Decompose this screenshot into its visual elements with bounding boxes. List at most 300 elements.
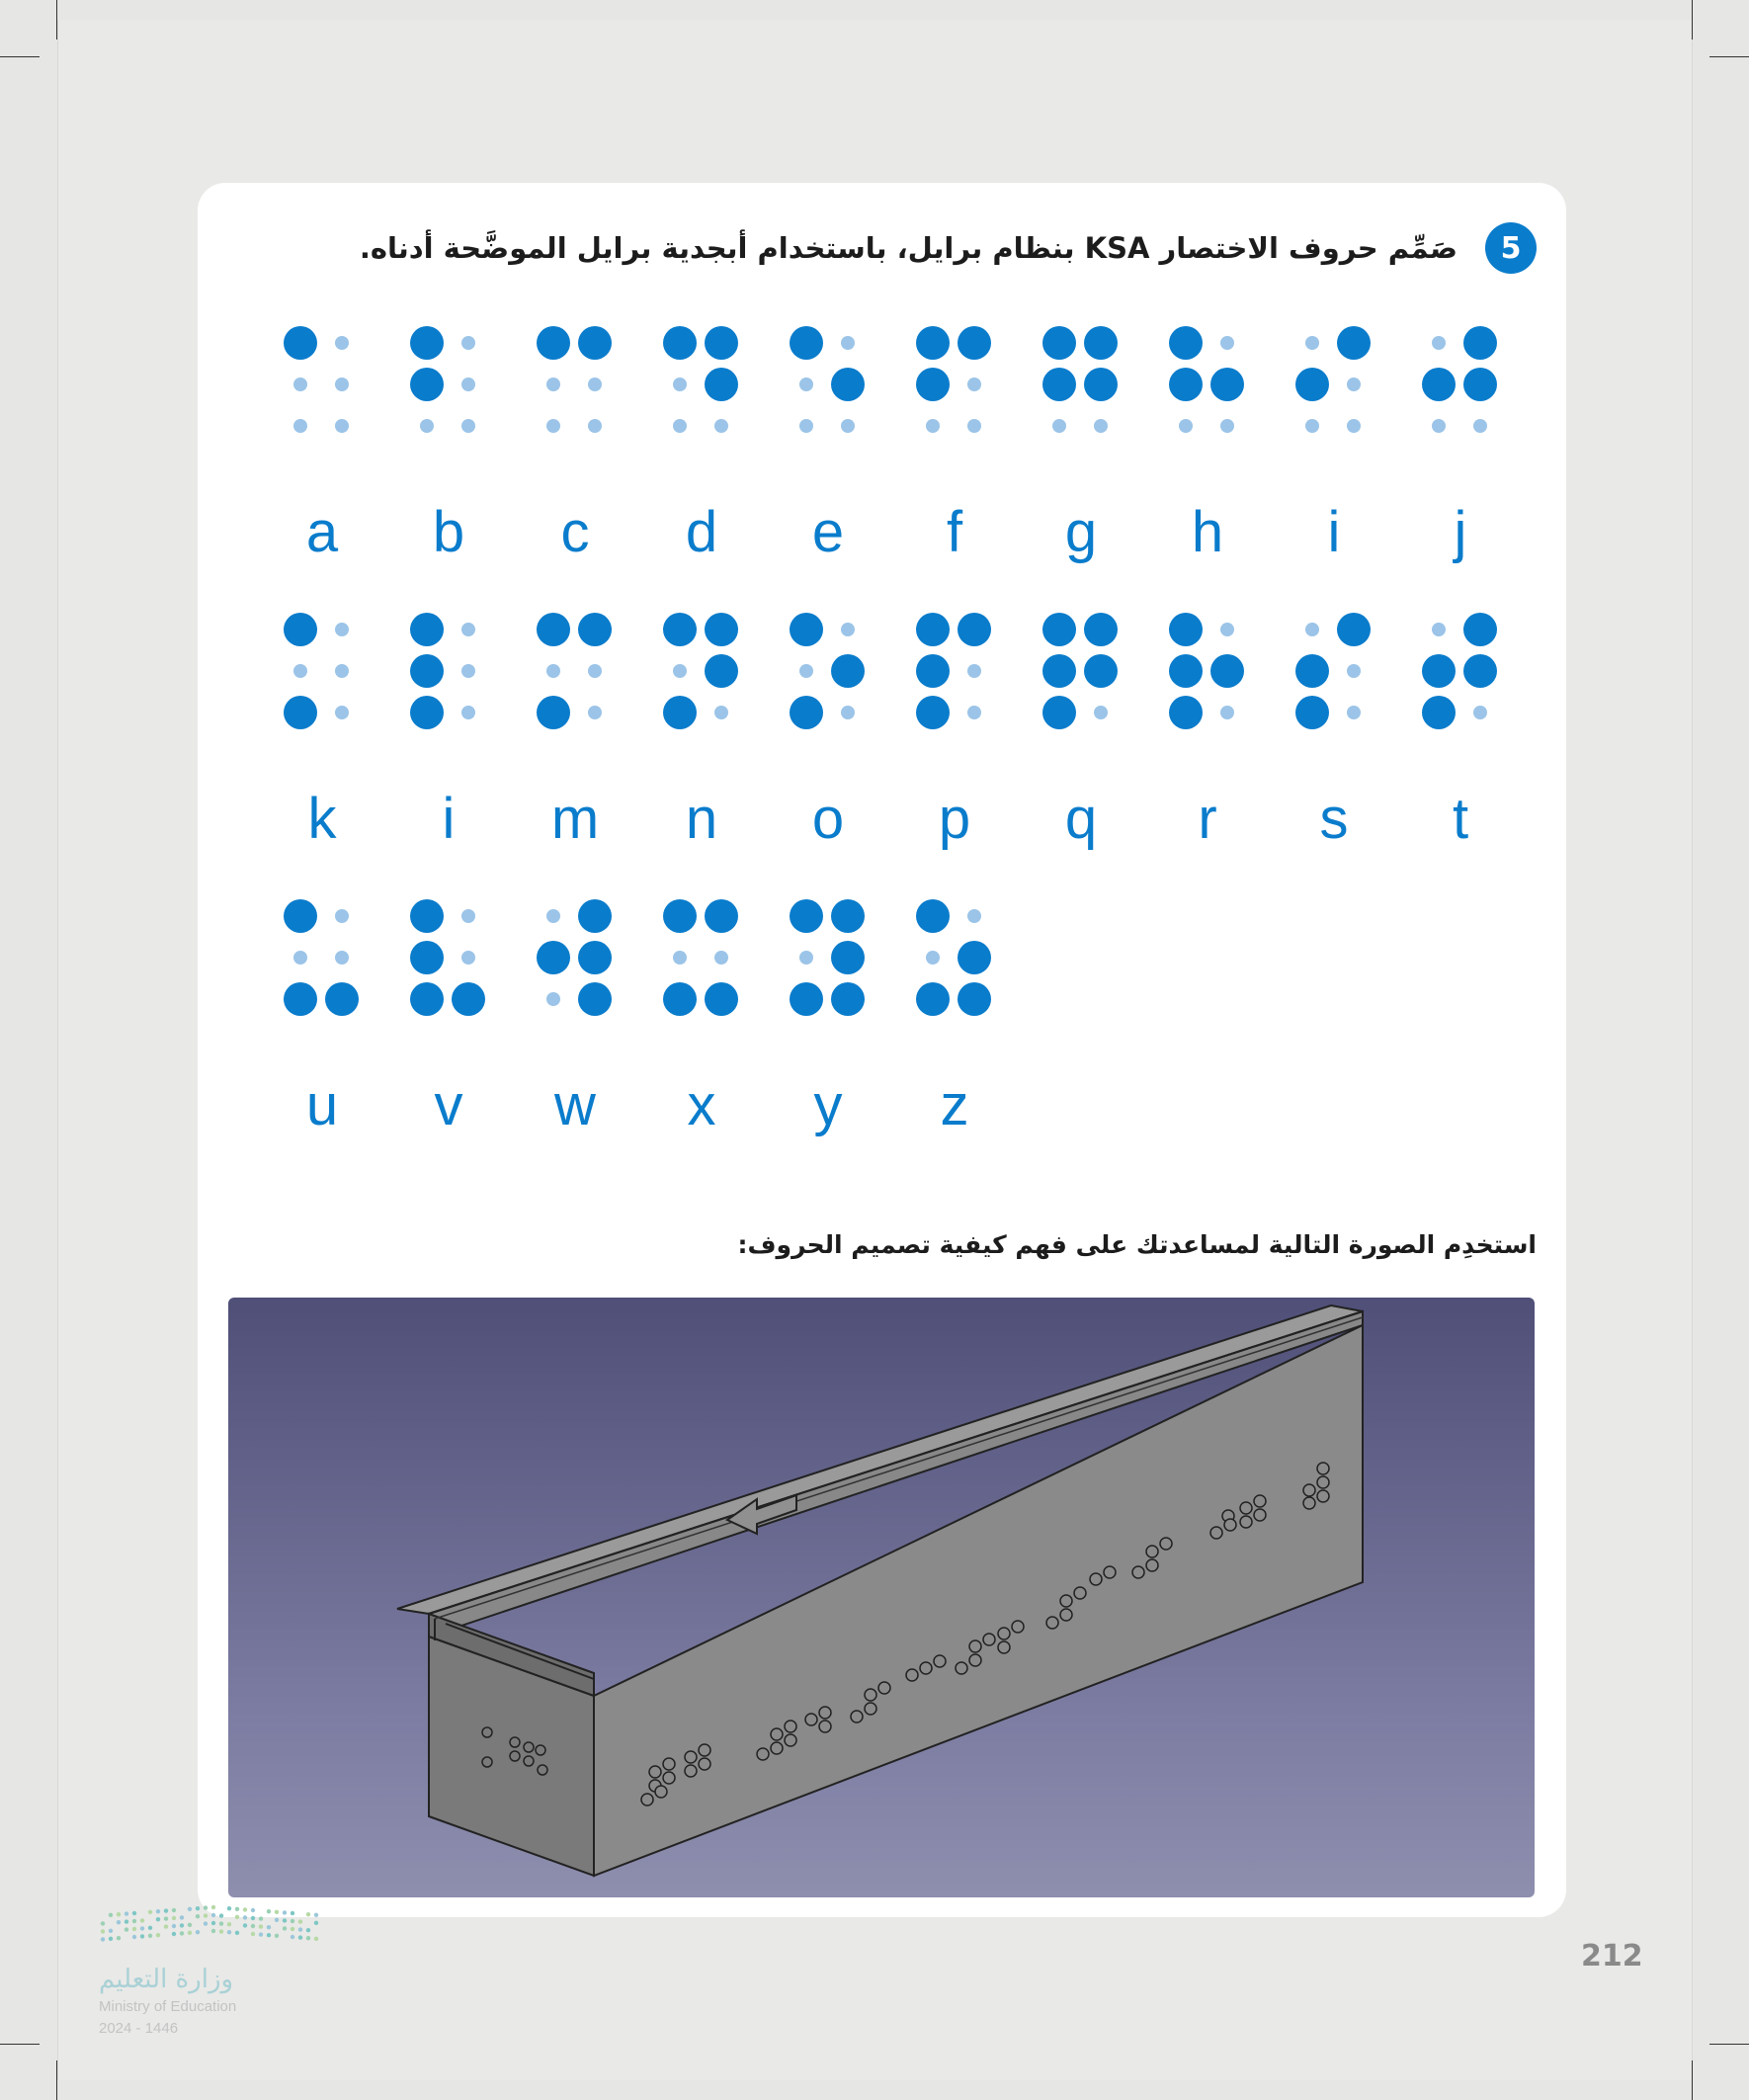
logo-dot	[140, 1934, 144, 1938]
braille-cell	[1302, 326, 1381, 435]
braille-dot-flat	[1347, 378, 1361, 391]
braille-dot-flat	[461, 378, 475, 391]
braille-dot-flat	[714, 706, 728, 719]
logo-dot	[298, 1935, 302, 1939]
braille-dot-raised	[1337, 326, 1371, 360]
braille-dot-raised	[790, 982, 823, 1016]
braille-dot-raised	[1210, 654, 1244, 688]
braille-dot-raised	[831, 982, 865, 1016]
logo-dot	[283, 1918, 287, 1922]
braille-dot-flat	[335, 419, 349, 433]
braille-dot-flat	[967, 378, 981, 391]
braille-dot-flat	[335, 909, 349, 923]
logo-dot	[219, 1921, 223, 1925]
braille-dot-flat	[967, 706, 981, 719]
logo-dot	[227, 1906, 231, 1910]
braille-dot-raised	[1210, 368, 1244, 401]
cad-model-image	[228, 1298, 1535, 1897]
braille-dot-raised	[1084, 654, 1118, 688]
crop-mark	[56, 0, 57, 40]
logo-dot	[219, 1913, 223, 1917]
logo-dot	[259, 1916, 263, 1920]
braille-dot-raised	[831, 368, 865, 401]
braille-dot-raised	[410, 654, 444, 688]
braille-dot-raised	[916, 899, 950, 933]
braille-dot-raised	[1169, 613, 1203, 646]
logo-dot	[275, 1910, 279, 1914]
braille-dot-flat	[1220, 419, 1234, 433]
braille-dot-raised	[790, 613, 823, 646]
question-number-badge: 5	[1485, 222, 1537, 274]
logo-dot	[275, 1934, 279, 1938]
logo-dot	[314, 1921, 318, 1925]
braille-dot-flat	[1220, 623, 1234, 636]
braille-dot-flat	[1052, 419, 1066, 433]
logo-dot	[140, 1918, 144, 1922]
braille-dot-raised	[1169, 368, 1203, 401]
braille-dot-flat	[546, 664, 560, 678]
logo-dot	[148, 1910, 152, 1914]
logo-dot	[259, 1932, 263, 1936]
logo-dot	[235, 1931, 239, 1935]
braille-dot-raised	[284, 613, 317, 646]
braille-dot-flat	[588, 664, 602, 678]
braille-dot-raised	[578, 326, 612, 360]
braille-dot-flat	[1473, 706, 1487, 719]
braille-dot-flat	[673, 664, 687, 678]
braille-dot-flat	[1094, 706, 1108, 719]
braille-dot-raised	[1084, 613, 1118, 646]
braille-dot-raised	[1295, 696, 1329, 729]
braille-cell	[1302, 613, 1381, 721]
braille-cell	[291, 899, 370, 1008]
braille-dot-flat	[1220, 336, 1234, 350]
braille-dot-raised	[958, 326, 991, 360]
logo-dot	[251, 1932, 255, 1936]
braille-dot-raised	[663, 982, 697, 1016]
braille-dot-flat	[841, 336, 855, 350]
logo-dot	[125, 1911, 128, 1915]
braille-dot-raised	[916, 654, 950, 688]
logo-dot	[180, 1931, 184, 1935]
logo-dot	[211, 1905, 215, 1909]
braille-letter-label: u	[305, 1073, 339, 1137]
logo-dot	[125, 1927, 128, 1931]
braille-dot-flat	[799, 664, 813, 678]
braille-dot-raised	[916, 982, 950, 1016]
page-number: 212	[1581, 1939, 1643, 1974]
braille-cell	[670, 326, 749, 435]
braille-dot-flat	[546, 992, 560, 1006]
logo-dot	[251, 1908, 255, 1912]
braille-dot-flat	[1432, 336, 1446, 350]
logo-dot	[306, 1928, 310, 1932]
logo-dot	[211, 1913, 215, 1917]
braille-letter-label: f	[946, 500, 963, 564]
logo-dot	[109, 1913, 113, 1917]
braille-dot-flat	[1347, 664, 1361, 678]
braille-dot-raised	[284, 326, 317, 360]
braille-dot-raised	[537, 613, 570, 646]
braille-dot-flat	[1305, 623, 1319, 636]
braille-dot-flat	[335, 336, 349, 350]
braille-cell	[417, 326, 496, 435]
braille-dot-flat	[673, 419, 687, 433]
braille-cell	[291, 613, 370, 721]
braille-cell	[1429, 326, 1508, 435]
braille-dot-flat	[1305, 419, 1319, 433]
braille-dot-flat	[1220, 706, 1234, 719]
braille-dot-raised	[916, 326, 950, 360]
braille-cell	[417, 899, 496, 1008]
braille-dot-raised	[831, 899, 865, 933]
logo-dot	[314, 1913, 318, 1917]
braille-letter-label: g	[1064, 500, 1098, 564]
braille-letter-label: n	[685, 787, 718, 851]
braille-dot-raised	[1463, 654, 1497, 688]
braille-dot-raised	[705, 899, 738, 933]
braille-dot-raised	[284, 899, 317, 933]
logo-dot	[117, 1912, 121, 1916]
braille-cell	[291, 326, 370, 435]
logo-dot	[164, 1924, 168, 1928]
crop-mark	[1709, 2044, 1749, 2045]
braille-bar-3d-model	[228, 1298, 1535, 1897]
braille-cell	[1049, 326, 1128, 435]
ministry-logo-dots	[99, 1897, 326, 1957]
braille-dot-raised	[958, 613, 991, 646]
logo-dot	[298, 1919, 302, 1923]
instruction-text: استخدِم الصورة التالية لمساعدتك على فهم كيفية تصميم الحروف:	[737, 1230, 1537, 1259]
logo-dot	[188, 1931, 192, 1935]
braille-dot-raised	[1042, 696, 1076, 729]
braille-dot-flat	[461, 336, 475, 350]
logo-dot	[283, 1910, 287, 1914]
braille-dot-flat	[461, 909, 475, 923]
logo-dot	[259, 1924, 263, 1928]
braille-dot-flat	[588, 419, 602, 433]
braille-dot-flat	[461, 664, 475, 678]
braille-cell	[543, 326, 623, 435]
braille-dot-flat	[799, 378, 813, 391]
braille-dot-raised	[1169, 696, 1203, 729]
logo-dot	[196, 1914, 200, 1918]
braille-dot-flat	[926, 951, 940, 965]
braille-dot-raised	[831, 941, 865, 974]
logo-dot	[172, 1908, 176, 1912]
braille-cell	[417, 613, 496, 721]
braille-dot-flat	[1432, 419, 1446, 433]
braille-dot-raised	[705, 613, 738, 646]
logo-dot	[117, 1920, 121, 1924]
logo-dot	[227, 1922, 231, 1926]
braille-dot-raised	[1084, 368, 1118, 401]
logo-dot	[132, 1911, 136, 1915]
braille-cell	[1049, 613, 1128, 721]
logo-dot	[172, 1924, 176, 1928]
logo-dot	[291, 1935, 294, 1939]
braille-dot-raised	[790, 326, 823, 360]
braille-dot-raised	[790, 696, 823, 729]
braille-dot-raised	[831, 654, 865, 688]
braille-dot-flat	[293, 951, 307, 965]
logo-dot	[148, 1926, 152, 1930]
braille-dot-raised	[958, 982, 991, 1016]
braille-dot-raised	[410, 899, 444, 933]
logo-dot	[227, 1930, 231, 1934]
logo-dot	[251, 1916, 255, 1920]
braille-letter-label: b	[432, 500, 465, 564]
logo-dot	[283, 1926, 287, 1930]
logo-dot	[235, 1915, 239, 1919]
braille-dot-flat	[546, 419, 560, 433]
braille-dot-raised	[410, 696, 444, 729]
logo-dot	[243, 1907, 247, 1911]
braille-dot-flat	[293, 378, 307, 391]
logo-dot	[132, 1935, 136, 1939]
crop-mark	[0, 2044, 40, 2045]
braille-dot-raised	[1463, 326, 1497, 360]
braille-dot-raised	[578, 982, 612, 1016]
braille-dot-raised	[705, 982, 738, 1016]
logo-dot	[298, 1927, 302, 1931]
logo-dot	[188, 1907, 192, 1911]
braille-dot-raised	[1084, 326, 1118, 360]
braille-dot-raised	[537, 326, 570, 360]
logo-dot	[211, 1921, 215, 1925]
braille-dot-raised	[325, 982, 359, 1016]
braille-letter-label: v	[434, 1073, 463, 1137]
braille-dot-flat	[1347, 706, 1361, 719]
logo-dot	[291, 1911, 294, 1915]
braille-letter-label: r	[1198, 787, 1217, 851]
logo-dot	[243, 1923, 247, 1927]
braille-dot-raised	[1042, 613, 1076, 646]
braille-dot-raised	[1463, 613, 1497, 646]
braille-dot-raised	[1295, 368, 1329, 401]
logo-dot	[291, 1927, 294, 1931]
braille-cell	[1429, 613, 1508, 721]
braille-dot-raised	[790, 899, 823, 933]
braille-dot-raised	[410, 982, 444, 1016]
braille-dot-raised	[410, 613, 444, 646]
logo-dot	[196, 1930, 200, 1934]
logo-dot	[219, 1929, 223, 1933]
logo-dot	[306, 1912, 310, 1916]
question-header	[360, 218, 1537, 278]
logo-dot	[117, 1936, 121, 1940]
braille-dot-flat	[1473, 419, 1487, 433]
crop-mark	[1709, 56, 1749, 57]
braille-dot-flat	[1432, 623, 1446, 636]
logo-dot	[306, 1936, 310, 1940]
braille-dot-flat	[967, 909, 981, 923]
braille-dot-flat	[841, 623, 855, 636]
braille-dot-raised	[916, 696, 950, 729]
braille-dot-flat	[714, 951, 728, 965]
logo-dot	[251, 1924, 255, 1928]
braille-dot-flat	[293, 419, 307, 433]
braille-dot-raised	[663, 899, 697, 933]
braille-dot-flat	[841, 419, 855, 433]
braille-dot-raised	[284, 696, 317, 729]
braille-letter-label: m	[550, 787, 600, 851]
logo-dot	[156, 1933, 160, 1937]
question-text: صَمِّم حروف الاختصار KSA بنظام برايل، باستخدام أبجدية برايل الموضَّحة أدناه.	[359, 231, 1458, 265]
logo-dot	[164, 1916, 168, 1920]
braille-dot-flat	[335, 951, 349, 965]
braille-dot-raised	[1422, 654, 1456, 688]
logo-dot	[156, 1917, 160, 1921]
braille-letter-label: q	[1064, 787, 1098, 851]
braille-cell	[923, 899, 1002, 1008]
braille-dot-flat	[673, 378, 687, 391]
logo-dot	[172, 1932, 176, 1936]
braille-dot-flat	[335, 706, 349, 719]
braille-cell	[670, 613, 749, 721]
logo-dot	[180, 1915, 184, 1919]
ministry-logo-year: 2024 - 1446	[99, 2020, 179, 2037]
logo-dot	[172, 1916, 176, 1920]
logo-dot	[235, 1907, 239, 1911]
logo-dot	[140, 1926, 144, 1930]
braille-dot-flat	[420, 419, 434, 433]
crop-mark	[56, 2060, 57, 2100]
logo-dot	[101, 1929, 105, 1933]
crop-mark	[1692, 0, 1693, 40]
braille-dot-raised	[410, 326, 444, 360]
braille-cell	[796, 613, 875, 721]
braille-dot-raised	[705, 326, 738, 360]
braille-letter-label: y	[813, 1073, 843, 1137]
braille-dot-flat	[967, 664, 981, 678]
braille-dot-flat	[461, 419, 475, 433]
braille-dot-raised	[1295, 654, 1329, 688]
braille-dot-raised	[1169, 654, 1203, 688]
braille-dot-flat	[461, 951, 475, 965]
braille-cell	[543, 613, 623, 721]
logo-dot	[132, 1927, 136, 1931]
braille-dot-raised	[1422, 368, 1456, 401]
braille-dot-flat	[335, 623, 349, 636]
braille-dot-raised	[916, 368, 950, 401]
braille-dot-flat	[841, 706, 855, 719]
logo-dot	[132, 1919, 136, 1923]
braille-letter-label: p	[938, 787, 971, 851]
logo-dot	[109, 1937, 113, 1941]
braille-dot-flat	[926, 419, 940, 433]
logo-dot	[188, 1923, 192, 1927]
braille-dot-raised	[410, 368, 444, 401]
logo-dot	[275, 1918, 279, 1922]
braille-dot-flat	[546, 378, 560, 391]
braille-letter-label: s	[1319, 787, 1349, 851]
braille-dot-flat	[588, 706, 602, 719]
logo-dot	[148, 1934, 152, 1938]
braille-dot-raised	[1042, 326, 1076, 360]
logo-dot	[204, 1921, 208, 1925]
braille-dot-flat	[673, 951, 687, 965]
logo-dot	[164, 1908, 168, 1912]
logo-dot	[204, 1905, 208, 1909]
logo-dot	[101, 1937, 105, 1941]
braille-dot-flat	[714, 419, 728, 433]
ministry-logo-english: Ministry of Education	[99, 1998, 237, 2015]
logo-dot	[314, 1937, 318, 1941]
braille-dot-flat	[967, 419, 981, 433]
crop-mark	[0, 56, 40, 57]
braille-letter-label: z	[940, 1073, 969, 1137]
braille-dot-flat	[1179, 419, 1193, 433]
braille-letter-label: h	[1191, 500, 1224, 564]
braille-dot-raised	[705, 654, 738, 688]
braille-letter-label: a	[305, 500, 339, 564]
braille-letter-label: t	[1452, 787, 1469, 851]
crop-mark	[1692, 2060, 1693, 2100]
braille-cell	[923, 326, 1002, 435]
logo-dot	[204, 1913, 208, 1917]
braille-dot-flat	[1094, 419, 1108, 433]
braille-dot-raised	[663, 613, 697, 646]
braille-dot-raised	[1463, 368, 1497, 401]
braille-letter-label: i	[442, 787, 456, 851]
braille-dot-raised	[705, 368, 738, 401]
logo-dot	[196, 1906, 200, 1910]
braille-cell	[796, 326, 875, 435]
logo-dot	[101, 1921, 105, 1925]
braille-cell	[796, 899, 875, 1008]
braille-cell	[670, 899, 749, 1008]
braille-dot-raised	[1337, 613, 1371, 646]
braille-dot-raised	[916, 613, 950, 646]
braille-dot-flat	[335, 378, 349, 391]
logo-dot	[211, 1929, 215, 1933]
braille-letter-label: j	[1454, 500, 1467, 564]
braille-dot-flat	[461, 623, 475, 636]
logo-dot	[109, 1929, 113, 1933]
braille-dot-raised	[663, 326, 697, 360]
braille-dot-raised	[1169, 326, 1203, 360]
braille-letter-label: d	[685, 500, 718, 564]
logo-dot	[267, 1933, 271, 1937]
braille-dot-raised	[1042, 368, 1076, 401]
logo-dot	[291, 1919, 294, 1923]
braille-letter-label: i	[1327, 500, 1341, 564]
braille-dot-raised	[1042, 654, 1076, 688]
braille-letter-label: w	[554, 1073, 596, 1137]
braille-dot-raised	[578, 613, 612, 646]
braille-dot-raised	[958, 941, 991, 974]
braille-letter-label: k	[307, 787, 337, 851]
braille-letter-label: o	[811, 787, 845, 851]
braille-cell	[1176, 613, 1255, 721]
logo-dot	[267, 1909, 271, 1913]
ministry-logo-arabic: وزارة التعليم	[99, 1965, 234, 1994]
braille-dot-flat	[335, 664, 349, 678]
braille-dot-raised	[663, 696, 697, 729]
braille-dot-raised	[452, 982, 485, 1016]
logo-dot	[243, 1915, 247, 1919]
logo-dot	[156, 1909, 160, 1913]
logo-dot	[125, 1919, 128, 1923]
braille-dot-flat	[461, 706, 475, 719]
braille-dot-flat	[293, 664, 307, 678]
braille-dot-raised	[284, 982, 317, 1016]
braille-cell	[1176, 326, 1255, 435]
braille-dot-raised	[537, 941, 570, 974]
logo-dot	[267, 1925, 271, 1929]
braille-dot-raised	[578, 941, 612, 974]
